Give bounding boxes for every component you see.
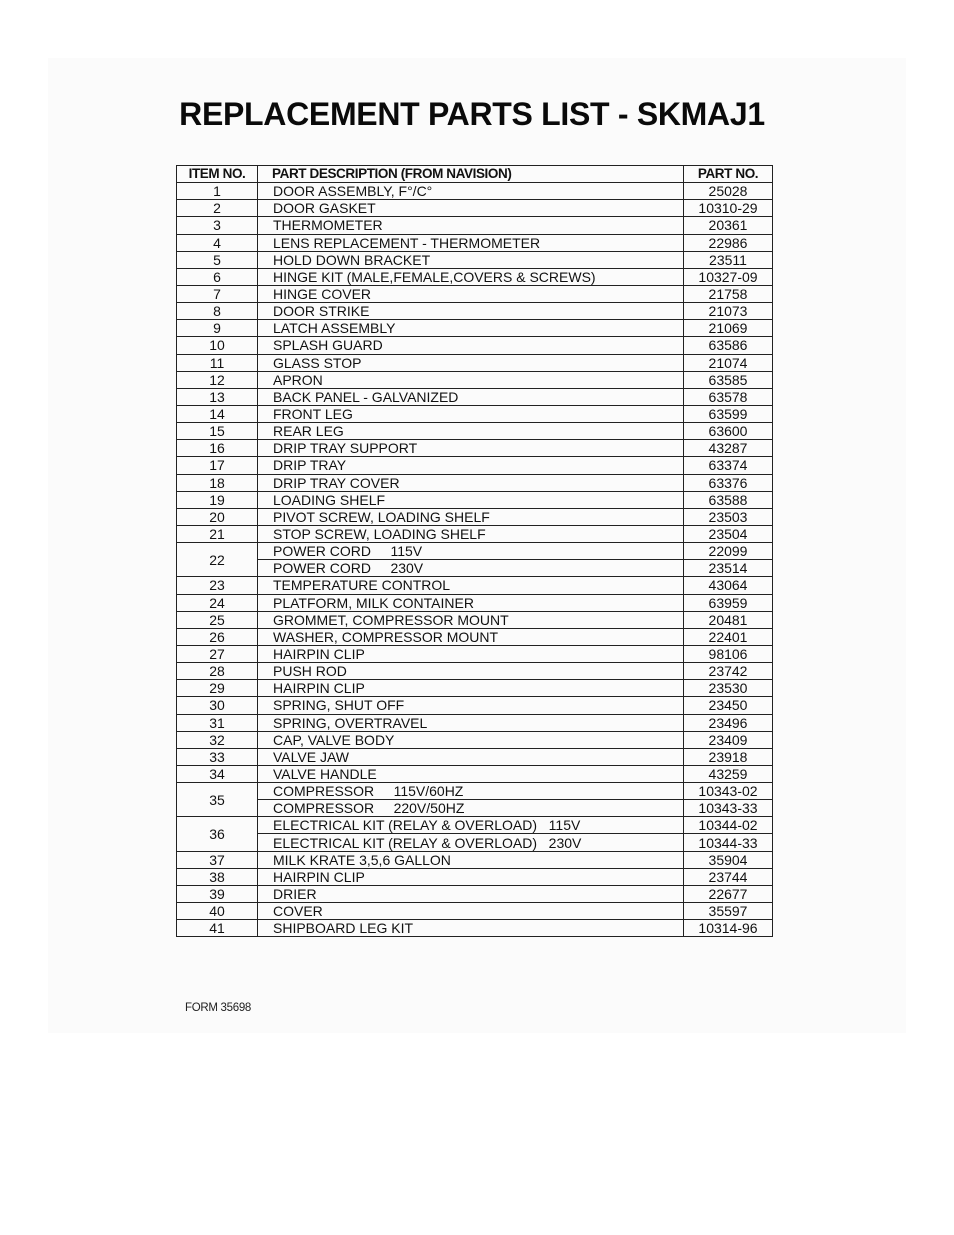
part-description: SHIPBOARD LEG KIT — [258, 920, 684, 937]
part-description: DOOR STRIKE — [258, 303, 684, 320]
item-number: 8 — [177, 303, 258, 320]
item-number: 26 — [177, 628, 258, 645]
part-number: 63578 — [684, 388, 773, 405]
table-row — [177, 628, 773, 645]
part-description: HAIRPIN CLIP — [258, 868, 684, 885]
part-number: 98106 — [684, 645, 773, 662]
table-row — [177, 234, 773, 251]
part-number: 35597 — [684, 903, 773, 920]
item-number: 31 — [177, 714, 258, 731]
table-row — [177, 183, 773, 200]
table-row — [177, 851, 773, 868]
item-number: 7 — [177, 285, 258, 302]
part-description: HOLD DOWN BRACKET — [258, 251, 684, 268]
table-row — [177, 645, 773, 662]
part-number: 10327-09 — [684, 268, 773, 285]
part-number: 63588 — [684, 491, 773, 508]
table-row — [177, 337, 773, 354]
part-number: 23530 — [684, 680, 773, 697]
part-number: 23503 — [684, 508, 773, 525]
part-number: 63599 — [684, 405, 773, 422]
item-number: 13 — [177, 388, 258, 405]
table-row — [177, 200, 773, 217]
item-number: 36 — [177, 817, 258, 851]
part-number: 43259 — [684, 765, 773, 782]
item-number: 23 — [177, 577, 258, 594]
part-number: 23511 — [684, 251, 773, 268]
part-description: DRIP TRAY SUPPORT — [258, 440, 684, 457]
item-number: 2 — [177, 200, 258, 217]
header-row — [177, 166, 773, 183]
table-row — [177, 783, 773, 800]
part-number: 23409 — [684, 731, 773, 748]
table-row — [177, 354, 773, 371]
item-number: 39 — [177, 885, 258, 902]
part-description: HINGE COVER — [258, 285, 684, 302]
item-number: 11 — [177, 354, 258, 371]
part-number: 23742 — [684, 663, 773, 680]
item-number: 35 — [177, 783, 258, 817]
item-number: 1 — [177, 183, 258, 200]
part-description: DOOR GASKET — [258, 200, 684, 217]
item-number: 29 — [177, 680, 258, 697]
part-description: LENS REPLACEMENT - THERMOMETER — [258, 234, 684, 251]
part-number: 43287 — [684, 440, 773, 457]
item-number: 17 — [177, 457, 258, 474]
part-number: 10310-29 — [684, 200, 773, 217]
item-number: 12 — [177, 371, 258, 388]
table-row — [177, 251, 773, 268]
table-row — [177, 885, 773, 902]
part-description: HINGE KIT (MALE,FEMALE,COVERS & SCREWS) — [258, 268, 684, 285]
table-row — [177, 303, 773, 320]
table-row — [177, 423, 773, 440]
part-description: BACK PANEL - GALVANIZED — [258, 388, 684, 405]
table-row — [177, 817, 773, 834]
part-description: FRONT LEG — [258, 405, 684, 422]
part-number: 21758 — [684, 285, 773, 302]
item-number: 5 — [177, 251, 258, 268]
part-description: POWER CORD 230V — [258, 560, 684, 577]
item-number: 15 — [177, 423, 258, 440]
item-number: 16 — [177, 440, 258, 457]
item-number: 32 — [177, 731, 258, 748]
item-number: 38 — [177, 868, 258, 885]
item-number: 10 — [177, 337, 258, 354]
table-row — [177, 405, 773, 422]
part-number: 20361 — [684, 217, 773, 234]
part-number: 63374 — [684, 457, 773, 474]
part-number: 10343-33 — [684, 800, 773, 817]
table-row — [177, 320, 773, 337]
item-number: 18 — [177, 474, 258, 491]
part-number: 21074 — [684, 354, 773, 371]
table-row — [177, 285, 773, 302]
item-number: 37 — [177, 851, 258, 868]
part-number: 43064 — [684, 577, 773, 594]
table-row — [177, 594, 773, 611]
part-description: PLATFORM, MILK CONTAINER — [258, 594, 684, 611]
table-row — [177, 714, 773, 731]
form-number: FORM 35698 — [185, 1002, 252, 1014]
part-number: 10344-02 — [684, 817, 773, 834]
part-number: 10343-02 — [684, 783, 773, 800]
table-row — [177, 268, 773, 285]
table-row — [177, 697, 773, 714]
parts-table-body — [177, 183, 773, 937]
header-part-no: PART NO. — [684, 166, 773, 183]
table-row — [177, 731, 773, 748]
item-number: 4 — [177, 234, 258, 251]
part-description: TEMPERATURE CONTROL — [258, 577, 684, 594]
part-number: 25028 — [684, 183, 773, 200]
part-description: MILK KRATE 3,5,6 GALLON — [258, 851, 684, 868]
part-description: HAIRPIN CLIP — [258, 680, 684, 697]
item-number: 3 — [177, 217, 258, 234]
item-number: 34 — [177, 765, 258, 782]
table-row — [177, 474, 773, 491]
item-number: 40 — [177, 903, 258, 920]
table-row — [177, 611, 773, 628]
table-row — [177, 388, 773, 405]
part-description: HAIRPIN CLIP — [258, 645, 684, 662]
table-row — [177, 543, 773, 560]
part-number: 23514 — [684, 560, 773, 577]
part-number: 10314-96 — [684, 920, 773, 937]
part-number: 21073 — [684, 303, 773, 320]
part-description: ELECTRICAL KIT (RELAY & OVERLOAD) 230V — [258, 834, 684, 851]
table-row — [177, 834, 773, 851]
item-number: 19 — [177, 491, 258, 508]
part-number: 63376 — [684, 474, 773, 491]
item-number: 33 — [177, 748, 258, 765]
part-description: THERMOMETER — [258, 217, 684, 234]
item-number: 9 — [177, 320, 258, 337]
part-description: COMPRESSOR 220V/50HZ — [258, 800, 684, 817]
item-number: 14 — [177, 405, 258, 422]
part-number: 23496 — [684, 714, 773, 731]
part-description: PUSH ROD — [258, 663, 684, 680]
table-row — [177, 491, 773, 508]
item-number: 22 — [177, 543, 258, 577]
table-row — [177, 440, 773, 457]
part-description: LOADING SHELF — [258, 491, 684, 508]
item-number: 27 — [177, 645, 258, 662]
part-number: 63586 — [684, 337, 773, 354]
item-number: 20 — [177, 508, 258, 525]
part-number: 20481 — [684, 611, 773, 628]
table-row — [177, 748, 773, 765]
part-number: 22099 — [684, 543, 773, 560]
part-description: GLASS STOP — [258, 354, 684, 371]
item-number: 21 — [177, 525, 258, 542]
table-row — [177, 371, 773, 388]
table-row — [177, 560, 773, 577]
header-part-description: PART DESCRIPTION (FROM NAVISION) — [258, 166, 684, 183]
page-title: REPLACEMENT PARTS LIST - SKMAJ1 — [179, 96, 765, 132]
part-number: 23918 — [684, 748, 773, 765]
table-row — [177, 680, 773, 697]
table-row — [177, 663, 773, 680]
part-number: 10344-33 — [684, 834, 773, 851]
item-number: 30 — [177, 697, 258, 714]
part-number: 35904 — [684, 851, 773, 868]
item-number: 24 — [177, 594, 258, 611]
part-description: VALVE HANDLE — [258, 765, 684, 782]
part-number: 22401 — [684, 628, 773, 645]
item-number: 28 — [177, 663, 258, 680]
part-description: COMPRESSOR 115V/60HZ — [258, 783, 684, 800]
part-description: DOOR ASSEMBLY, F°/C° — [258, 183, 684, 200]
part-description: DRIER — [258, 885, 684, 902]
parts-table — [176, 165, 773, 937]
table-row — [177, 903, 773, 920]
part-description: DRIP TRAY — [258, 457, 684, 474]
part-description: DRIP TRAY COVER — [258, 474, 684, 491]
part-description: SPRING, SHUT OFF — [258, 697, 684, 714]
table-row — [177, 217, 773, 234]
table-row — [177, 508, 773, 525]
part-description: CAP, VALVE BODY — [258, 731, 684, 748]
part-number: 63585 — [684, 371, 773, 388]
table-row — [177, 920, 773, 937]
table-row — [177, 525, 773, 542]
part-description: SPLASH GUARD — [258, 337, 684, 354]
parts-table-header — [177, 166, 773, 183]
part-number: 63959 — [684, 594, 773, 611]
part-description: REAR LEG — [258, 423, 684, 440]
item-number: 41 — [177, 920, 258, 937]
part-description: VALVE JAW — [258, 748, 684, 765]
part-description: POWER CORD 115V — [258, 543, 684, 560]
part-number: 23450 — [684, 697, 773, 714]
part-number: 23744 — [684, 868, 773, 885]
header-item-no: ITEM NO. — [177, 166, 258, 183]
table-row — [177, 868, 773, 885]
table-row — [177, 457, 773, 474]
table-row — [177, 765, 773, 782]
table-row — [177, 577, 773, 594]
item-number: 6 — [177, 268, 258, 285]
part-number: 23504 — [684, 525, 773, 542]
part-description: STOP SCREW, LOADING SHELF — [258, 525, 684, 542]
part-number: 21069 — [684, 320, 773, 337]
part-description: PIVOT SCREW, LOADING SHELF — [258, 508, 684, 525]
part-description: ELECTRICAL KIT (RELAY & OVERLOAD) 115V — [258, 817, 684, 834]
part-description: WASHER, COMPRESSOR MOUNT — [258, 628, 684, 645]
part-number: 63600 — [684, 423, 773, 440]
item-number: 25 — [177, 611, 258, 628]
part-number: 22986 — [684, 234, 773, 251]
table-row — [177, 800, 773, 817]
part-number: 22677 — [684, 885, 773, 902]
part-description: LATCH ASSEMBLY — [258, 320, 684, 337]
part-description: APRON — [258, 371, 684, 388]
part-description: GROMMET, COMPRESSOR MOUNT — [258, 611, 684, 628]
part-description: COVER — [258, 903, 684, 920]
part-description: SPRING, OVERTRAVEL — [258, 714, 684, 731]
